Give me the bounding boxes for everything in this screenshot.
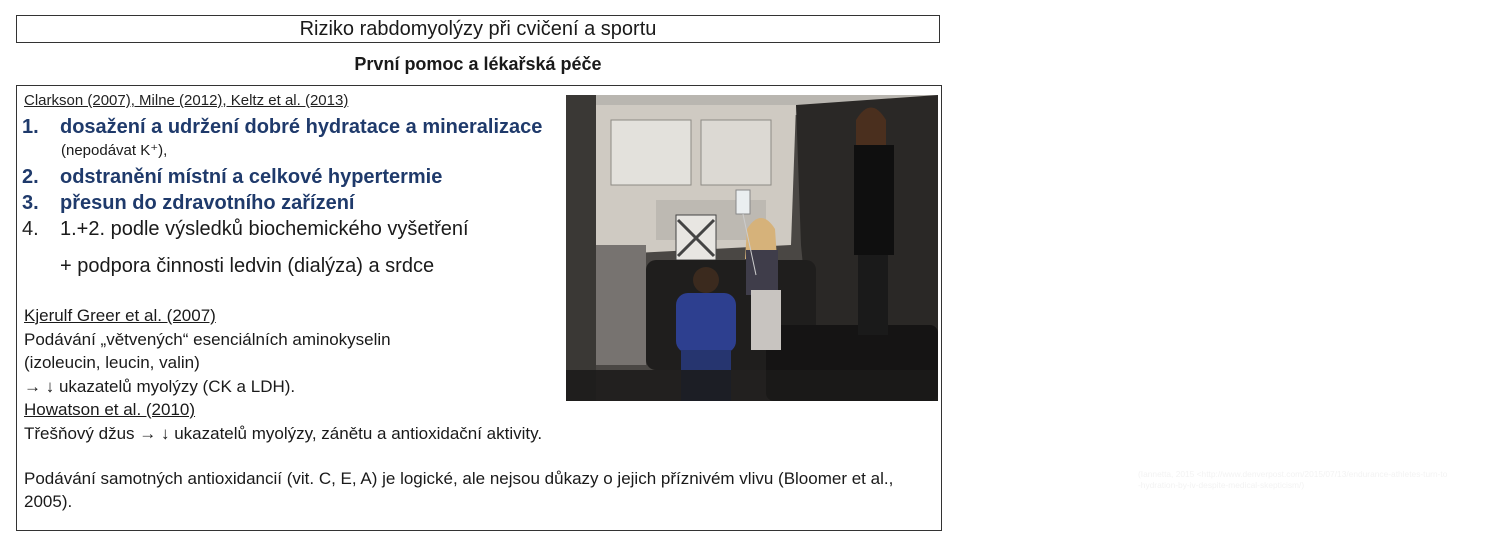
list-item-number: 2. [22, 166, 39, 188]
list-item [22, 190, 542, 216]
caption-line: (Iannetta, 2015 <http://www.denverpost.com/2015/07/13/endurance-athletes-turn-to [1138, 469, 1448, 479]
list-item-text: odstranění místní a celkové hypertermie [60, 166, 443, 188]
references-top: Clarkson (2007), Milne (2012), Keltz et al. (2013) [24, 92, 349, 109]
list-item-number: 1. [22, 116, 39, 138]
paragraph-line: (izoleucin, leucin, valin) [24, 353, 200, 372]
ambulance-interior-illustration [566, 95, 938, 401]
photo-caption [1138, 469, 1500, 491]
numbered-list [22, 114, 542, 242]
antioxidant-paragraph: Podávání samotných antioxidancií (vit. C, E, A) je logické, ale nejsou důkazy o jejich příznivém vlivu (Bloomer et al., 2005). [24, 469, 894, 511]
ambulance-photo [566, 95, 1448, 490]
caption-line: -hydration-by-iv-despite-medical-skepticism/) [1138, 480, 1305, 490]
list-note: (nepodávat K⁺), [61, 142, 168, 159]
list-item [22, 216, 542, 242]
list-item-number: 4. [22, 218, 39, 240]
aminoacid-paragraph [24, 304, 542, 445]
paragraph-line: → ↓ ukazatelů myolýzy (CK a LDH). [24, 376, 296, 396]
slide-title: Riziko rabdomyolýzy při cvičení a sportu [16, 15, 940, 43]
list-item-text: 1.+2. podle výsledků biochemického vyšetření [60, 218, 469, 240]
paragraph-line: Podávání „větvených“ esenciálních aminokyselin [24, 329, 391, 349]
reference-howatson: Howatson et al. (2010) [24, 400, 196, 419]
list-item-text: dosažení a udržení dobré hydratace a mineralizace [60, 116, 543, 138]
list-continuation: + podpora činnosti ledvin (dialýza) a srdce [60, 255, 435, 277]
list-item-number: 3. [22, 192, 39, 214]
slide-subtitle: První pomoc a lékařská péče [354, 54, 602, 74]
reference-kjerulf: Kjerulf Greer et al. (2007) [24, 306, 216, 325]
paragraph-line: Třešňový džus → ↓ ukazatelů myolýzy, zánětu a antioxidační aktivity. [24, 423, 543, 443]
list-item-text: přesun do zdravotního zařízení [60, 192, 355, 214]
list-item [22, 164, 542, 190]
list-item [22, 114, 542, 140]
